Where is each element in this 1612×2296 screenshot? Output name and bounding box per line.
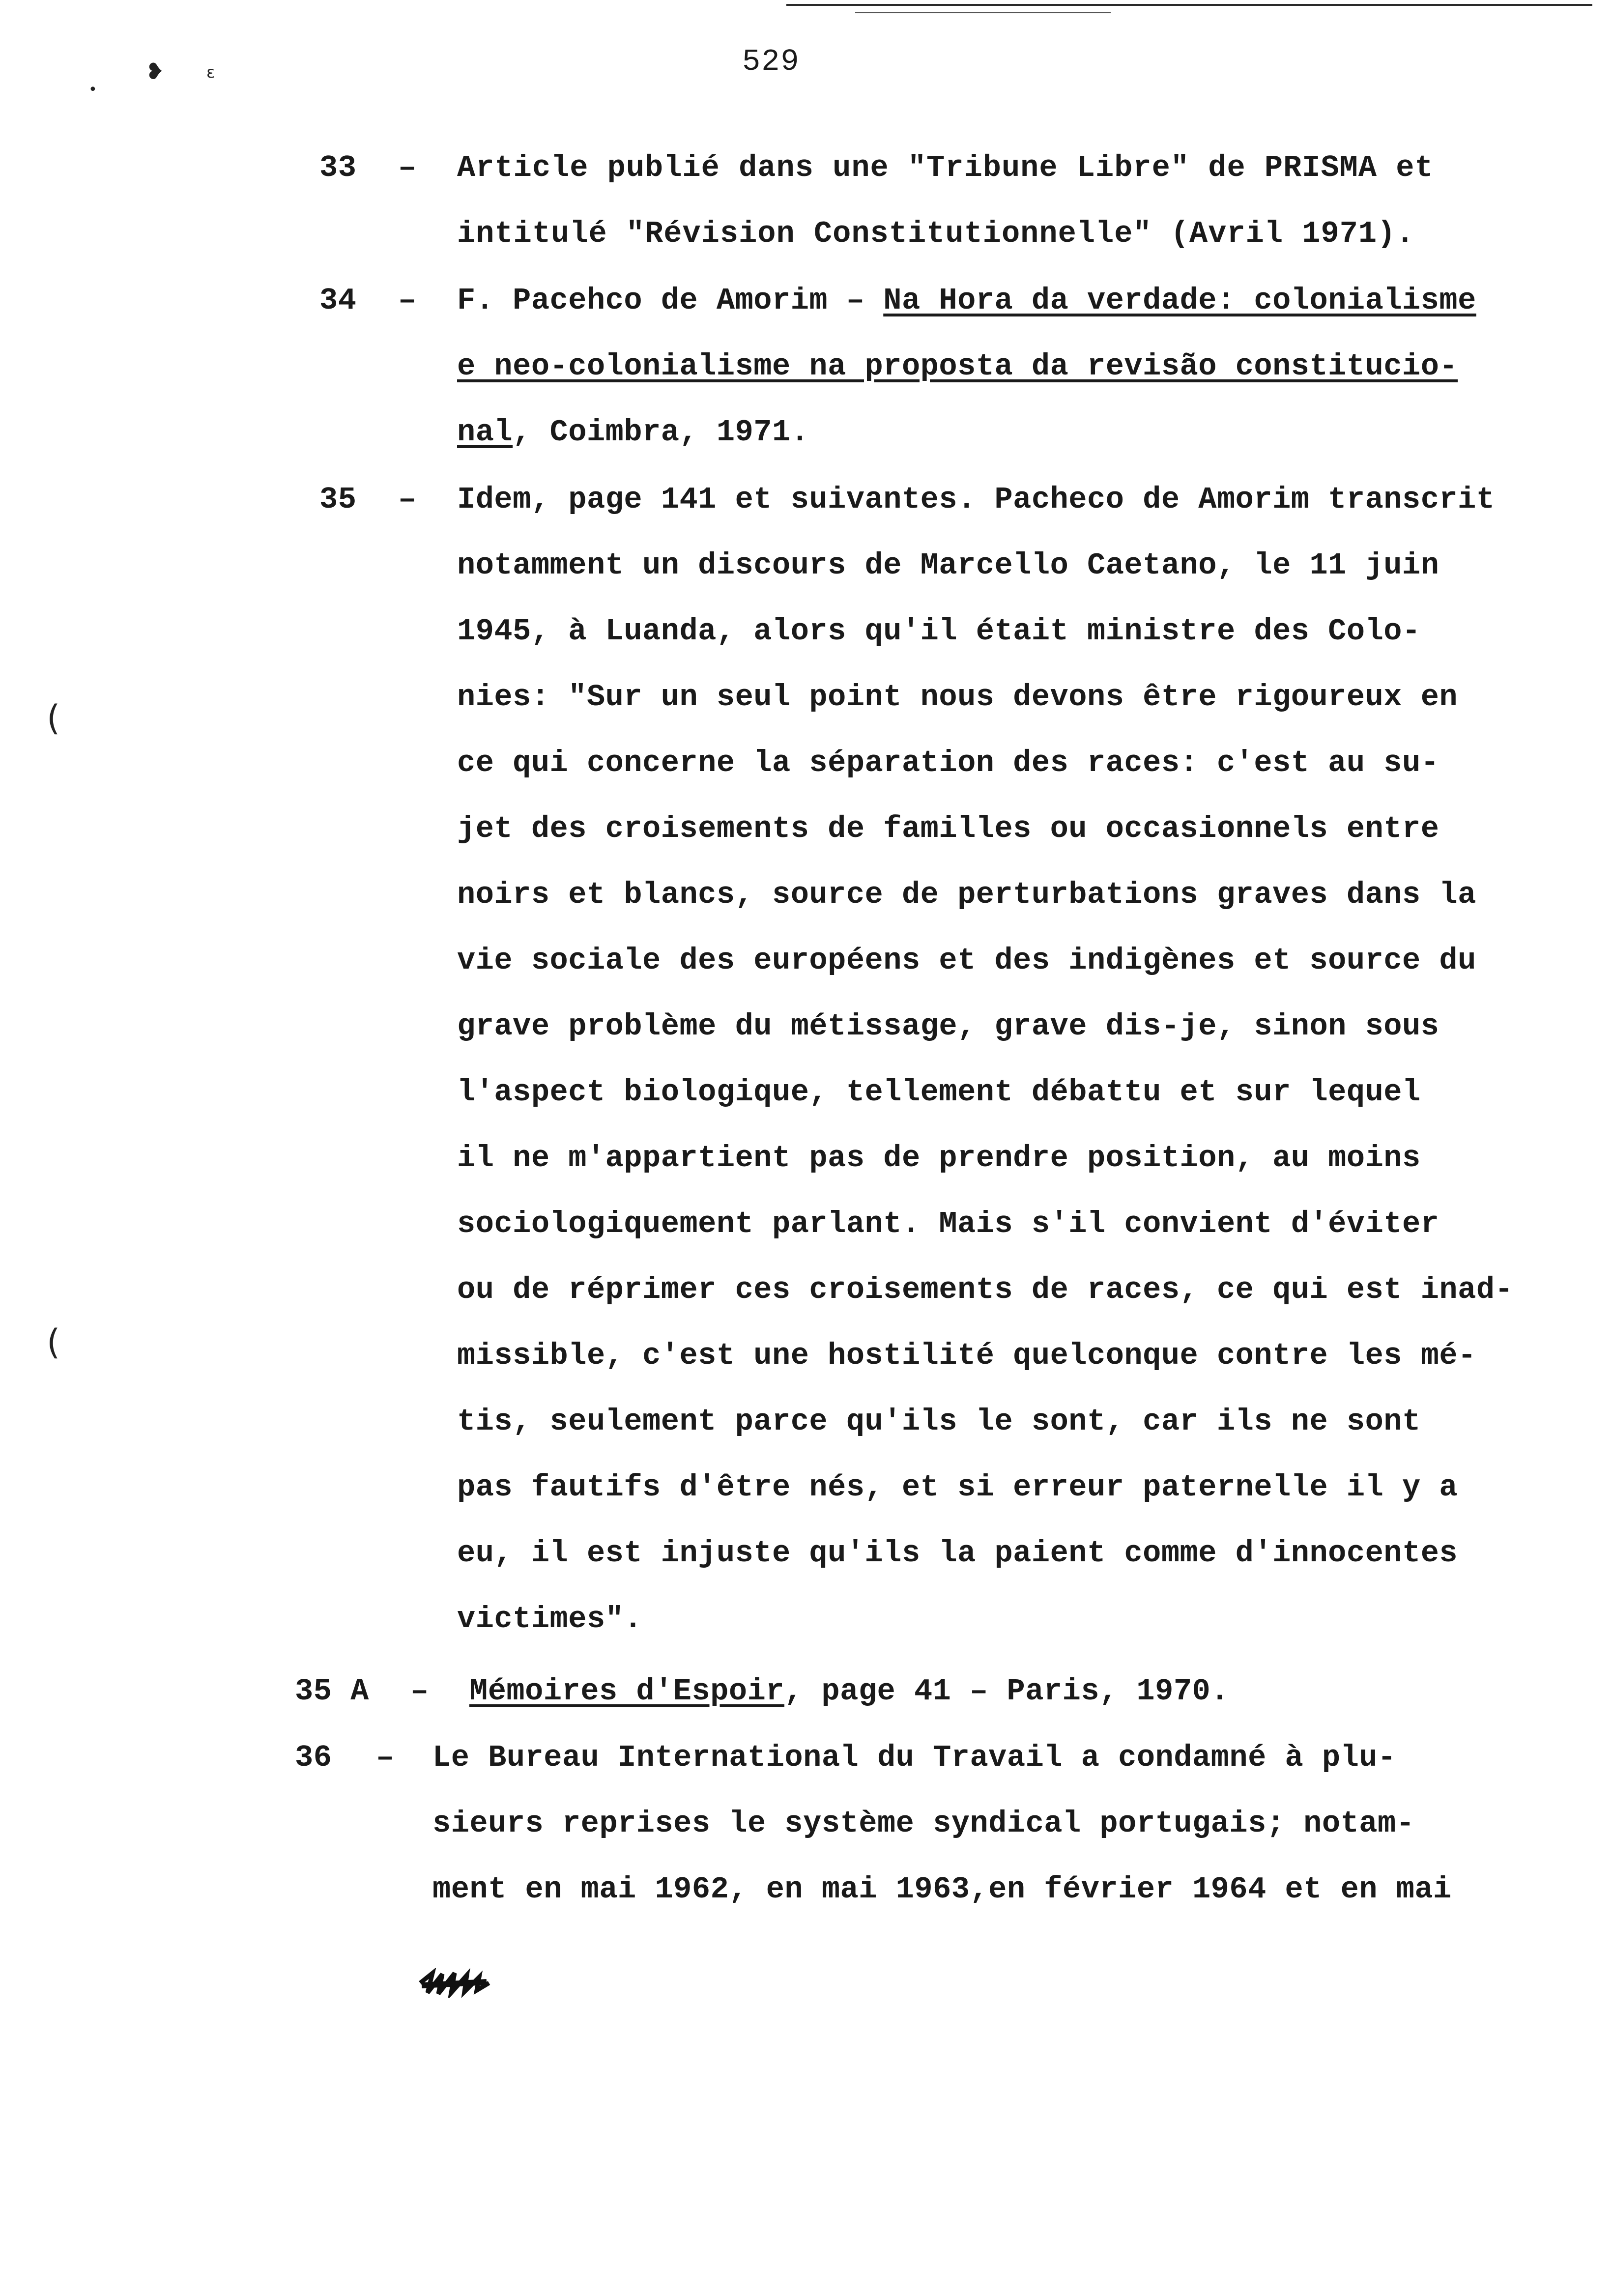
footnote-text: [469, 1659, 1580, 1724]
footnote-line: nies: "Sur un seul point nous devons être rigoureux en: [457, 680, 1458, 715]
footnote-line: il ne m'appartient pas de prendre position, au moins: [457, 1141, 1421, 1176]
footnote-text: [457, 467, 1568, 1652]
footnote-author: F. Pacehco de Amorim –: [457, 283, 884, 318]
footnote-line: notamment un discours de Marcello Caetano, le 11 juin: [457, 548, 1439, 583]
footnote-text: [432, 1725, 1543, 1923]
footnote-line: Idem, page 141 et suivantes. Pacheco de Amorim transcrit: [457, 482, 1495, 517]
footnote-dash: –: [398, 283, 417, 318]
footnote-dash: –: [376, 1740, 395, 1775]
footnote-line: ce qui concerne la séparation des races: c'est au su-: [457, 746, 1439, 780]
footnote-line: l'aspect biologique, tellement débattu et sur lequel: [457, 1075, 1421, 1110]
footnote-title: Mémoires d'Espoir: [469, 1674, 785, 1709]
footnote-text: [457, 135, 1568, 267]
crossed-out-year-scribble: [418, 1968, 491, 1998]
footnote-line: grave problème du métissage, grave dis-je, sinon sous: [457, 1009, 1439, 1044]
margin-bracket: (: [47, 698, 60, 738]
footnote-line: 1945, à Luanda, alors qu'il était ministre des Colo-: [457, 614, 1421, 649]
margin-blot: ❥: [145, 58, 165, 85]
footnote-title: Na Hora da verdade: colonialisme: [883, 283, 1476, 318]
footnote-line: eu, il est injuste qu'ils la paient comme d'innocentes: [457, 1536, 1458, 1571]
footnote-line: intitulé "Révision Constitutionnelle" (Avril 1971).: [457, 216, 1415, 251]
margin-dot: ɛ: [206, 63, 215, 82]
footnote-number: 36: [295, 1740, 332, 1775]
footnote-line: ou de réprimer ces croisements de races, ce qui est inad-: [457, 1272, 1514, 1307]
footnote-title: nal: [457, 415, 513, 450]
footnote-line: Le Bureau International du Travail a condamné à plu-: [432, 1740, 1396, 1775]
footnote-number: 35: [319, 482, 357, 517]
footnote-line: pas fautifs d'être nés, et si erreur paternelle il y a: [457, 1470, 1458, 1505]
footnote-text: [457, 268, 1568, 465]
page-number: 529: [742, 44, 800, 79]
footnote-line: Article publié dans une "Tribune Libre" de PRISMA et: [457, 150, 1434, 185]
footnote-line: ment en mai 1962, en mai 1963,en février 1964 et en mai: [432, 1872, 1452, 1907]
footnote-dash: –: [398, 482, 417, 517]
footnote-tail: , page 41 – Paris, 1970.: [784, 1674, 1229, 1709]
footnote-line: [457, 268, 1568, 334]
margin-dot: •: [88, 81, 97, 98]
footnote-number: 33: [319, 150, 357, 185]
footnote-line: [457, 334, 1568, 400]
top-rule: [786, 4, 1592, 6]
footnote-line: [469, 1659, 1580, 1724]
footnote-line: sieurs reprises le système syndical portugais; notam-: [432, 1806, 1415, 1841]
footnote-tail: , Coimbra, 1971.: [513, 415, 809, 450]
margin-bracket: (: [47, 1322, 60, 1362]
top-rule-short: [855, 12, 1111, 13]
footnote-line: missible, c'est une hostilité quelconque contre les mé-: [457, 1338, 1476, 1373]
footnote-line: tis, seulement parce qu'ils le sont, car ils ne sont: [457, 1404, 1421, 1439]
footnote-line: vie sociale des européens et des indigènes et source du: [457, 943, 1476, 978]
footnote-dash: –: [398, 150, 417, 185]
footnote-line: noirs et blancs, source de perturbations graves dans la: [457, 877, 1476, 912]
footnote-line: sociologiquement parlant. Mais s'il convient d'éviter: [457, 1206, 1439, 1241]
footnote-dash: –: [410, 1674, 429, 1709]
footnote-number: 35 A: [295, 1674, 369, 1709]
footnote-title: e neo-colonialisme na proposta da revisão constitucio-: [457, 349, 1458, 384]
footnote-number: 34: [319, 283, 357, 318]
footnote-line: [457, 400, 1568, 465]
footnote-line: jet des croisements de familles ou occasionnels entre: [457, 811, 1439, 846]
footnote-line: victimes".: [457, 1602, 643, 1636]
